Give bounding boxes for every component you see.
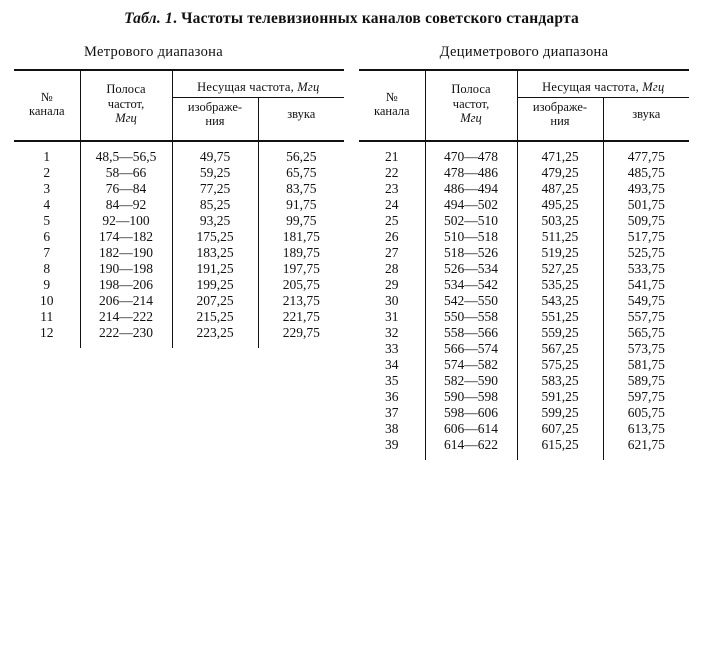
- header-carrier-frequency: Несущая частота, Мгц: [172, 77, 344, 98]
- cell-image-carrier: 207,25: [172, 293, 258, 309]
- cell-channel: 5: [43, 212, 51, 228]
- cell-band: 550—558: [425, 309, 517, 325]
- cell-image-carrier: 183,25: [172, 245, 258, 261]
- header-row-carrier: [14, 77, 344, 98]
- cell-band: 58—66: [80, 165, 172, 181]
- table-meter: [14, 69, 344, 348]
- cell-sound-carrier: 181,75: [258, 229, 344, 245]
- cell-image-carrier: 535,25: [517, 277, 603, 293]
- table-row: [359, 389, 689, 405]
- table-row: [14, 261, 344, 277]
- cell-band: 558—566: [425, 325, 517, 341]
- cell-band: 590—598: [425, 389, 517, 405]
- table-row: [14, 165, 344, 181]
- cell-sound-carrier: 549,75: [603, 293, 689, 309]
- cell-image-carrier: 575,25: [517, 357, 603, 373]
- cell-channel: 36: [385, 388, 399, 404]
- table-row: [359, 213, 689, 229]
- cell-sound-carrier: 221,75: [258, 309, 344, 325]
- cell-sound-carrier: 557,75: [603, 309, 689, 325]
- cell-image-carrier: 591,25: [517, 389, 603, 405]
- cell-channel: 28: [385, 260, 399, 276]
- cell-image-carrier: 567,25: [517, 341, 603, 357]
- table-row: [359, 165, 689, 181]
- title-text: . Частоты телевизионных каналов советского стандарта: [172, 10, 579, 27]
- table-row: [359, 229, 689, 245]
- cell-sound-carrier: 613,75: [603, 421, 689, 437]
- table-row: [14, 245, 344, 261]
- header-carrier-frequency: Несущая частота, Мгц: [517, 77, 689, 98]
- table-row: [14, 277, 344, 293]
- table-row: [359, 197, 689, 213]
- cell-sound-carrier: 189,75: [258, 245, 344, 261]
- cell-image-carrier: 85,25: [172, 197, 258, 213]
- cell-image-carrier: 471,25: [517, 149, 603, 165]
- cell-channel: 1: [43, 148, 51, 164]
- cell-channel: 30: [385, 292, 399, 308]
- header-bottom-rule: [359, 134, 689, 141]
- cell-image-carrier: 191,25: [172, 261, 258, 277]
- cell-channel: 24: [385, 196, 399, 212]
- cell-image-carrier: 583,25: [517, 373, 603, 389]
- table-row: [359, 341, 689, 357]
- cell-band: 222—230: [80, 325, 172, 341]
- cell-channel: 37: [385, 404, 399, 420]
- table-row: [359, 325, 689, 341]
- cell-sound-carrier: 65,75: [258, 165, 344, 181]
- table-body-meter: [14, 149, 344, 348]
- cell-channel: 26: [385, 228, 399, 244]
- cell-channel: 12: [40, 324, 54, 340]
- cell-channel: 22: [385, 164, 399, 180]
- cell-band: 92—100: [80, 213, 172, 229]
- cell-sound-carrier: 91,75: [258, 197, 344, 213]
- cell-channel: 9: [43, 276, 51, 292]
- header-row-carrier: [359, 77, 689, 98]
- cell-band: 206—214: [80, 293, 172, 309]
- cell-channel: 39: [385, 436, 399, 452]
- table-block-meter: [14, 44, 344, 460]
- cell-sound-carrier: 541,75: [603, 277, 689, 293]
- cell-image-carrier: 503,25: [517, 213, 603, 229]
- cell-channel: 35: [385, 372, 399, 388]
- table-row: [14, 229, 344, 245]
- cell-image-carrier: 223,25: [172, 325, 258, 341]
- cell-channel: 8: [43, 260, 51, 276]
- cell-image-carrier: 487,25: [517, 181, 603, 197]
- table-row: [359, 421, 689, 437]
- header-channel: № канала: [373, 89, 410, 118]
- cell-sound-carrier: 229,75: [258, 325, 344, 341]
- table-top-rule: [14, 70, 344, 77]
- cell-sound-carrier: 581,75: [603, 357, 689, 373]
- cell-sound-carrier: 589,75: [603, 373, 689, 389]
- table-decimeter: [359, 69, 689, 460]
- header-channel: № канала: [28, 89, 65, 118]
- cell-sound-carrier: 83,75: [258, 181, 344, 197]
- cell-image-carrier: 49,75: [172, 149, 258, 165]
- cell-sound-carrier: 565,75: [603, 325, 689, 341]
- cell-band: 214—222: [80, 309, 172, 325]
- document-page: [0, 10, 703, 664]
- cell-band: 190—198: [80, 261, 172, 277]
- table-row: [359, 309, 689, 325]
- cell-band: 606—614: [425, 421, 517, 437]
- table-block-decimeter: [359, 44, 689, 460]
- cell-image-carrier: 511,25: [517, 229, 603, 245]
- cell-sound-carrier: 605,75: [603, 405, 689, 421]
- tables-container: [0, 44, 703, 460]
- header-image: изображе- ния: [517, 98, 603, 134]
- cell-band: 76—84: [80, 181, 172, 197]
- table-top-rule: [359, 70, 689, 77]
- header-image: изображе- ния: [172, 98, 258, 134]
- cell-sound-carrier: 485,75: [603, 165, 689, 181]
- table-row: [14, 325, 344, 341]
- cell-band: 574—582: [425, 357, 517, 373]
- table-end-spacer: [14, 341, 344, 348]
- cell-channel: 27: [385, 244, 399, 260]
- cell-image-carrier: 93,25: [172, 213, 258, 229]
- cell-channel: 29: [385, 276, 399, 292]
- cell-sound-carrier: 213,75: [258, 293, 344, 309]
- table-row: [14, 181, 344, 197]
- cell-channel: 2: [43, 164, 51, 180]
- page-title: [0, 10, 703, 28]
- cell-sound-carrier: 501,75: [603, 197, 689, 213]
- table-row: [359, 277, 689, 293]
- cell-sound-carrier: 573,75: [603, 341, 689, 357]
- table-label: Табл.: [124, 10, 161, 27]
- subheading-decimeter: Дециметрового диапазона: [439, 44, 609, 60]
- cell-band: 582—590: [425, 373, 517, 389]
- table-row: [14, 149, 344, 165]
- cell-image-carrier: 77,25: [172, 181, 258, 197]
- cell-image-carrier: 175,25: [172, 229, 258, 245]
- cell-sound-carrier: 56,25: [258, 149, 344, 165]
- cell-channel: 21: [385, 148, 399, 164]
- cell-band: 518—526: [425, 245, 517, 261]
- table-row: [359, 245, 689, 261]
- cell-band: 198—206: [80, 277, 172, 293]
- cell-sound-carrier: 621,75: [603, 437, 689, 453]
- cell-band: 486—494: [425, 181, 517, 197]
- cell-band: 48,5—56,5: [80, 149, 172, 165]
- cell-image-carrier: 559,25: [517, 325, 603, 341]
- cell-image-carrier: 199,25: [172, 277, 258, 293]
- cell-image-carrier: 495,25: [517, 197, 603, 213]
- table-body-decimeter: [359, 149, 689, 460]
- cell-channel: 11: [40, 308, 54, 324]
- cell-sound-carrier: 517,75: [603, 229, 689, 245]
- cell-band: 494—502: [425, 197, 517, 213]
- header-band: Полоса частот, Мгц: [80, 77, 172, 134]
- spacer-row: [14, 141, 344, 149]
- cell-sound-carrier: 205,75: [258, 277, 344, 293]
- cell-band: 510—518: [425, 229, 517, 245]
- table-row: [359, 373, 689, 389]
- header-sound: звука: [258, 98, 344, 134]
- subheading-meter: Метрового диапазона: [84, 44, 223, 60]
- cell-band: 174—182: [80, 229, 172, 245]
- cell-channel: 32: [385, 324, 399, 340]
- cell-image-carrier: 607,25: [517, 421, 603, 437]
- cell-channel: 4: [43, 196, 51, 212]
- cell-channel: 7: [43, 244, 51, 260]
- header-band: Полоса частот, Мгц: [425, 77, 517, 134]
- cell-image-carrier: 59,25: [172, 165, 258, 181]
- cell-image-carrier: 615,25: [517, 437, 603, 453]
- cell-band: 598—606: [425, 405, 517, 421]
- cell-band: 478—486: [425, 165, 517, 181]
- cell-band: 534—542: [425, 277, 517, 293]
- cell-image-carrier: 479,25: [517, 165, 603, 181]
- cell-band: 182—190: [80, 245, 172, 261]
- table-row: [359, 357, 689, 373]
- cell-band: 614—622: [425, 437, 517, 453]
- cell-channel: 38: [385, 420, 399, 436]
- table-row: [14, 293, 344, 309]
- cell-sound-carrier: 493,75: [603, 181, 689, 197]
- cell-band: 84—92: [80, 197, 172, 213]
- table-row: [14, 197, 344, 213]
- cell-image-carrier: 599,25: [517, 405, 603, 421]
- cell-channel: 10: [40, 292, 54, 308]
- table-row: [359, 293, 689, 309]
- header-sound: звука: [603, 98, 689, 134]
- cell-sound-carrier: 197,75: [258, 261, 344, 277]
- table-row: [14, 213, 344, 229]
- cell-channel: 23: [385, 180, 399, 196]
- cell-channel: 3: [43, 180, 51, 196]
- spacer-row: [359, 141, 689, 149]
- table-end-spacer: [359, 453, 689, 460]
- cell-channel: 33: [385, 340, 399, 356]
- cell-image-carrier: 551,25: [517, 309, 603, 325]
- table-number: 1: [164, 10, 173, 27]
- cell-channel: 31: [385, 308, 399, 324]
- cell-channel: 6: [43, 228, 51, 244]
- table-row: [359, 261, 689, 277]
- cell-image-carrier: 527,25: [517, 261, 603, 277]
- cell-sound-carrier: 597,75: [603, 389, 689, 405]
- cell-sound-carrier: 477,75: [603, 149, 689, 165]
- cell-band: 470—478: [425, 149, 517, 165]
- cell-sound-carrier: 533,75: [603, 261, 689, 277]
- cell-channel: 25: [385, 212, 399, 228]
- cell-band: 542—550: [425, 293, 517, 309]
- cell-band: 566—574: [425, 341, 517, 357]
- table-row: [359, 181, 689, 197]
- cell-sound-carrier: 509,75: [603, 213, 689, 229]
- cell-band: 526—534: [425, 261, 517, 277]
- cell-image-carrier: 215,25: [172, 309, 258, 325]
- table-row: [359, 437, 689, 453]
- cell-channel: 34: [385, 356, 399, 372]
- header-bottom-rule: [14, 134, 344, 141]
- cell-image-carrier: 519,25: [517, 245, 603, 261]
- cell-sound-carrier: 525,75: [603, 245, 689, 261]
- table-row: [359, 405, 689, 421]
- cell-image-carrier: 543,25: [517, 293, 603, 309]
- cell-band: 502—510: [425, 213, 517, 229]
- table-row: [14, 309, 344, 325]
- table-row: [359, 149, 689, 165]
- cell-sound-carrier: 99,75: [258, 213, 344, 229]
